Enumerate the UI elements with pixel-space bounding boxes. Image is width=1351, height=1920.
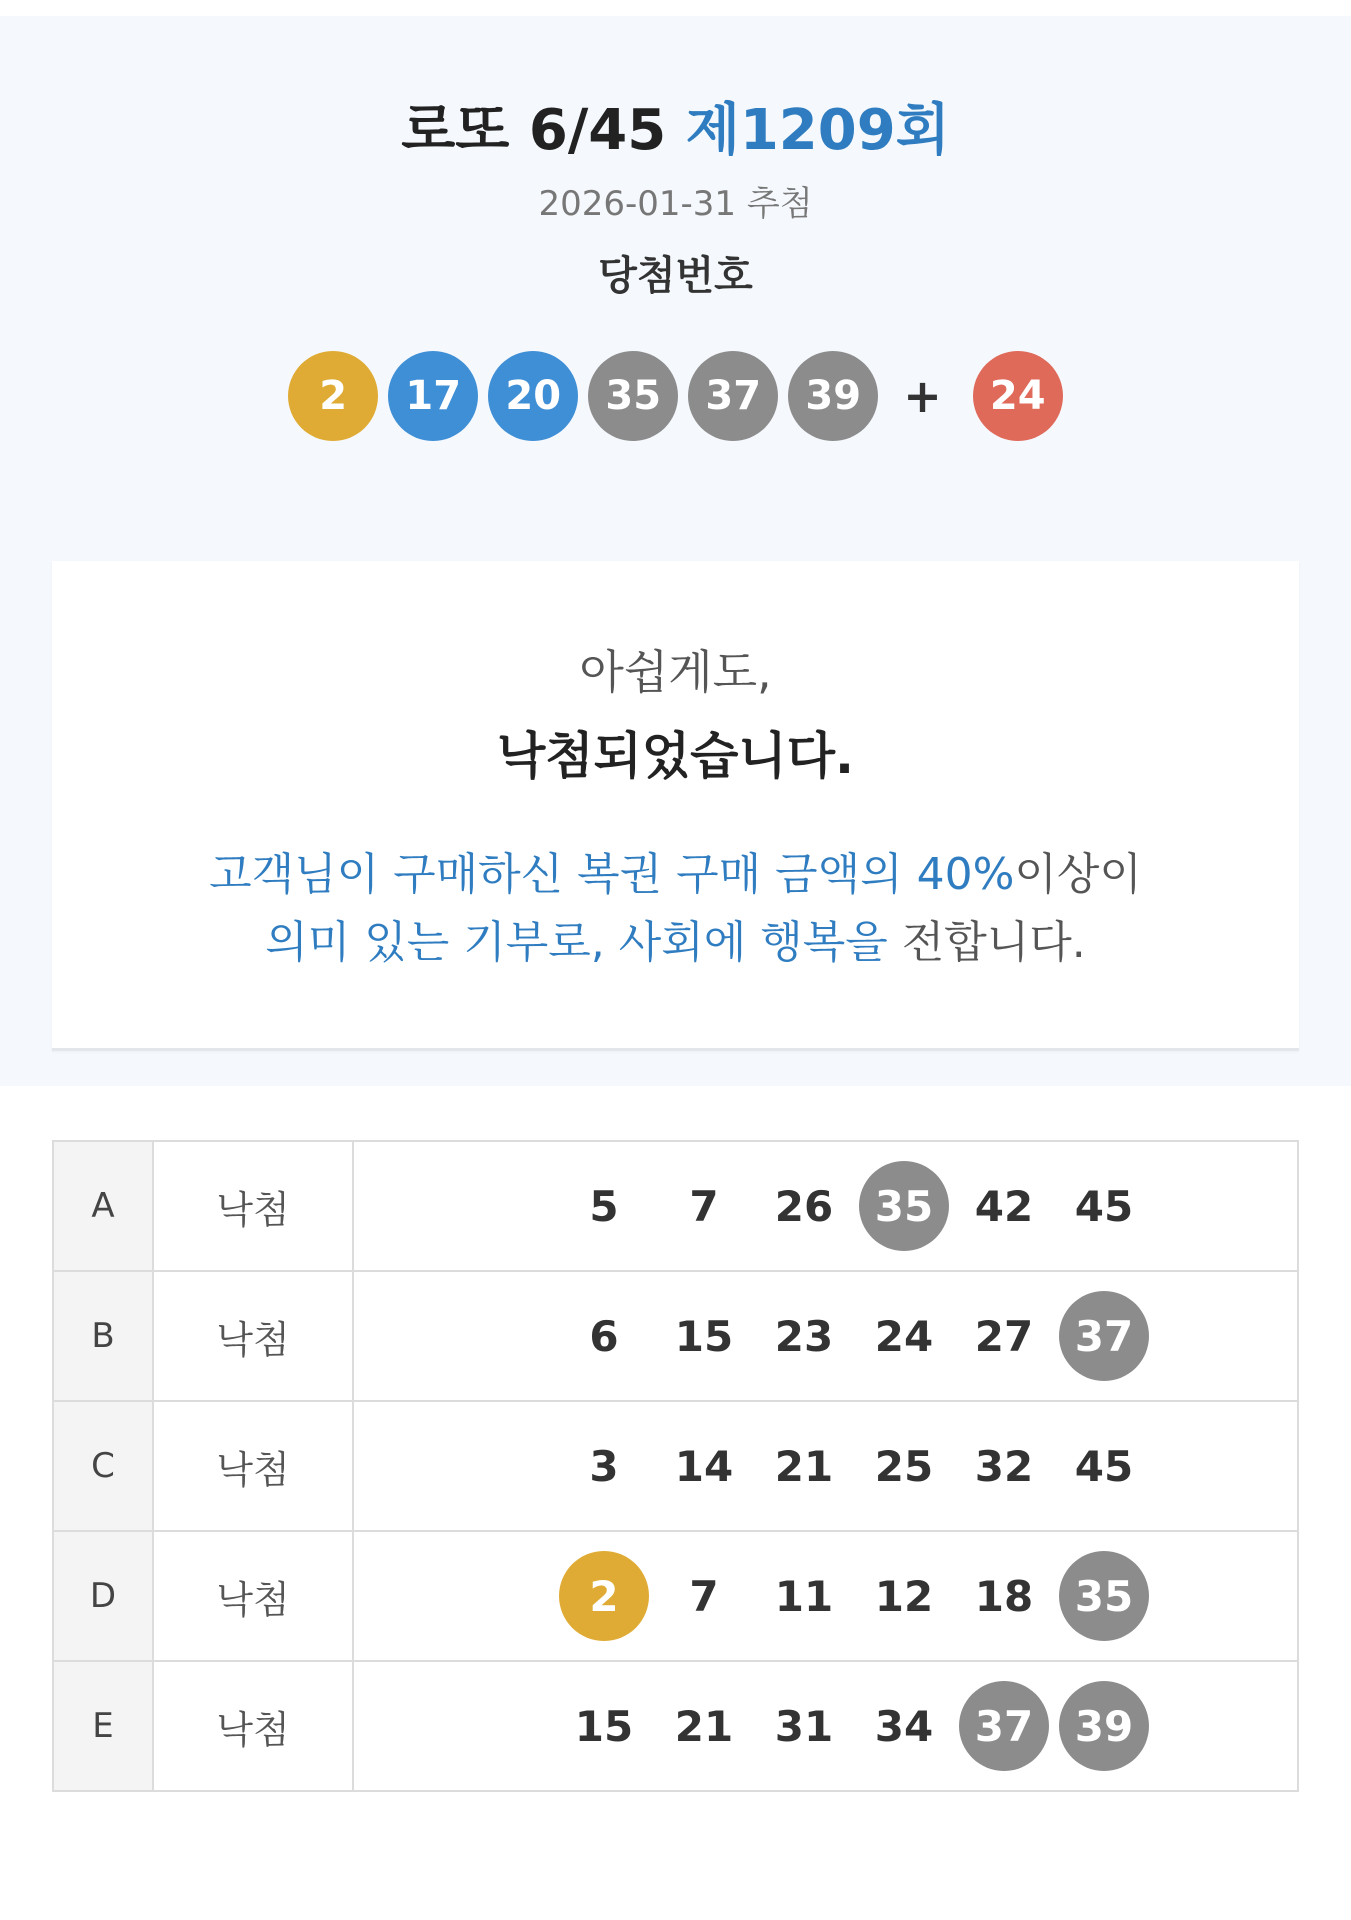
ticket-number-matched: [554, 1546, 654, 1646]
ticket-number: 11: [774, 1571, 834, 1621]
matched-ball: 37: [1059, 1291, 1149, 1381]
ticket-status: 낙첨: [153, 1531, 353, 1661]
matched-ball: 35: [859, 1161, 949, 1251]
ticket-number: 23: [774, 1311, 834, 1361]
ticket-number: 45: [1074, 1181, 1134, 1231]
page-title: [0, 86, 1351, 166]
ticket-number: 27: [974, 1311, 1034, 1361]
ticket-slot: C: [53, 1401, 153, 1531]
ticket-number: 5: [589, 1181, 619, 1231]
ticket-number: 24: [874, 1311, 934, 1361]
result-pity-text: 아쉽게도,: [579, 645, 772, 699]
winning-ball: 2: [288, 351, 378, 441]
draw-date: 2026-01-31 추첨: [538, 184, 813, 224]
top-gap: [0, 0, 1351, 16]
winning-numbers-label: 당첨번호: [598, 253, 753, 299]
table-row: [53, 1531, 1298, 1661]
winning-balls: [0, 351, 1351, 441]
ticket-number-matched: [1054, 1286, 1154, 1386]
title-prefix: 로또 6/45: [401, 98, 686, 163]
matched-ball: 39: [1059, 1681, 1149, 1771]
ticket-numbers: [353, 1531, 1298, 1661]
result-card: [52, 561, 1299, 1051]
ticket-number: 3: [589, 1441, 619, 1491]
plus-icon: +: [903, 369, 942, 423]
ticket-number: 32: [974, 1441, 1034, 1491]
ticket-number: 15: [674, 1311, 734, 1361]
table-row: [53, 1401, 1298, 1531]
ticket-number: 25: [874, 1441, 934, 1491]
donation-message-highlight: 고객님이 구매하신 복권 구매 금액의 40%: [209, 849, 1015, 900]
matched-ball: 35: [1059, 1551, 1149, 1641]
ticket-number: 21: [674, 1701, 734, 1751]
ticket-number: 42: [974, 1181, 1034, 1231]
table-row: [53, 1271, 1298, 1401]
ticket-number-matched: [954, 1676, 1054, 1776]
ticket-number: 7: [689, 1571, 719, 1621]
matched-ball: 2: [559, 1551, 649, 1641]
ticket-slot: B: [53, 1271, 153, 1401]
ticket-number-matched: [1054, 1546, 1154, 1646]
ticket-numbers: [353, 1271, 1298, 1401]
winning-ball: 20: [488, 351, 578, 441]
table-row: [53, 1141, 1298, 1271]
donation-message-text: 전합니다.: [887, 917, 1086, 968]
draw-summary: [0, 16, 1351, 1086]
ticket-numbers: [353, 1661, 1298, 1791]
donation-message-text: 이상이: [1014, 849, 1142, 900]
ticket-slot: E: [53, 1661, 153, 1791]
winning-ball: 35: [588, 351, 678, 441]
ticket-slot: A: [53, 1141, 153, 1271]
bonus-ball: 24: [973, 351, 1063, 441]
donation-message: [52, 841, 1299, 977]
ticket-number: 45: [1074, 1441, 1134, 1491]
ticket-number-matched: [1054, 1676, 1154, 1776]
ticket-number: 15: [574, 1701, 634, 1751]
winning-ball: 37: [688, 351, 778, 441]
ticket-number: 12: [874, 1571, 934, 1621]
ticket-number: 6: [589, 1311, 619, 1361]
ticket-status: 낙첨: [153, 1661, 353, 1791]
ticket-numbers: [353, 1401, 1298, 1531]
ticket-number: 26: [774, 1181, 834, 1231]
ticket-number: 21: [774, 1441, 834, 1491]
ticket-status: 낙첨: [153, 1401, 353, 1531]
ticket-number: 31: [774, 1701, 834, 1751]
ticket-status: 낙첨: [153, 1141, 353, 1271]
ticket-number: 34: [874, 1701, 934, 1751]
round-number: 제1209회: [685, 98, 950, 163]
ticket-number-matched: [854, 1156, 954, 1256]
winning-ball: 17: [388, 351, 478, 441]
matched-ball: 37: [959, 1681, 1049, 1771]
ticket-status: 낙첨: [153, 1271, 353, 1401]
ticket-number: 18: [974, 1571, 1034, 1621]
ticket-slot: D: [53, 1531, 153, 1661]
ticket-table: [52, 1140, 1299, 1792]
ticket-number: 7: [689, 1181, 719, 1231]
donation-message-highlight: 의미 있는 기부로, 사회에 행복을: [265, 917, 888, 968]
table-row: [53, 1661, 1298, 1791]
winning-ball: 39: [788, 351, 878, 441]
ticket-numbers: [353, 1141, 1298, 1271]
ticket-number: 14: [674, 1441, 734, 1491]
result-lost-text: 낙첨되었습니다.: [496, 727, 855, 785]
